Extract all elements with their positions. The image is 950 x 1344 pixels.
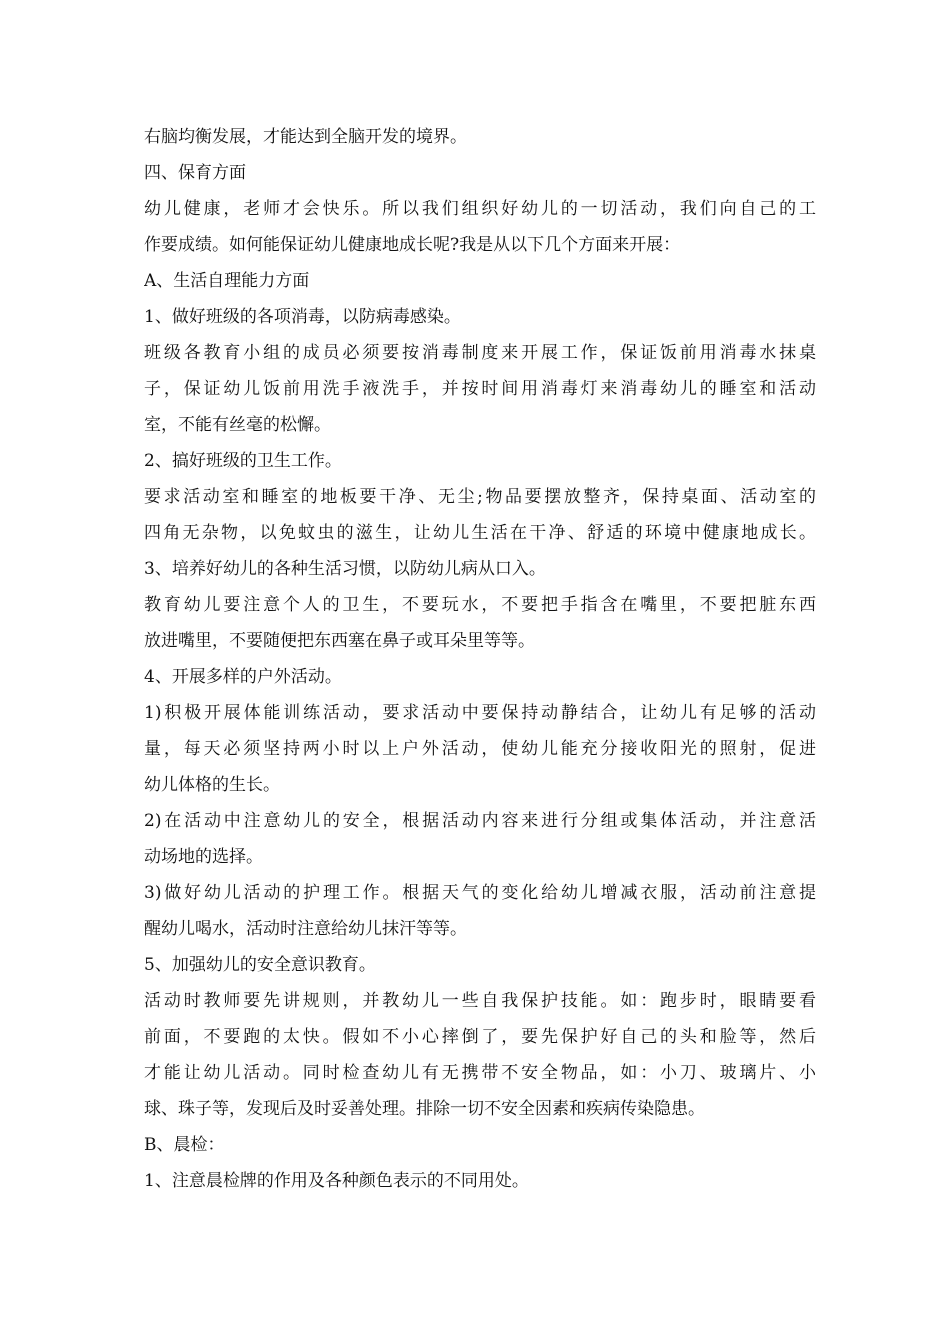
- text-line: 动场地的选择。: [144, 847, 263, 867]
- text-line: 幼儿健康，老师才会快乐。所以我们组织好幼儿的一切活动，我们向自己的工: [144, 199, 816, 219]
- text-line: A、生活自理能力方面: [144, 271, 310, 291]
- text-line: 1)积极开展体能训练活动，要求活动中要保持动静结合，让幼儿有足够的活动: [144, 703, 816, 723]
- text-line: 3、培养好幼儿的各种生活习惯，以防幼儿病从口入。: [144, 559, 546, 579]
- text-line: 四角无杂物，以免蚊虫的滋生，让幼儿生活在干净、舒适的环境中健康地成长。: [144, 523, 816, 543]
- text-line: 室，不能有丝毫的松懈。: [144, 415, 331, 435]
- text-line: 子，保证幼儿饭前用洗手液洗手，并按时间用消毒灯来消毒幼儿的睡室和活动: [144, 379, 816, 399]
- text-line: 教育幼儿要注意个人的卫生，不要玩水，不要把手指含在嘴里，不要把脏东西: [144, 595, 816, 615]
- text-line: 活动时教师要先讲规则，并教幼儿一些自我保护技能。如：跑步时，眼睛要看: [144, 991, 816, 1011]
- text-line: 量，每天必须坚持两小时以上户外活动，使幼儿能充分接收阳光的照射，促进: [144, 739, 816, 759]
- text-line: 要求活动室和睡室的地板要干净、无尘;物品要摆放整齐，保持桌面、活动室的: [144, 487, 816, 507]
- text-line: 放进嘴里，不要随便把东西塞在鼻子或耳朵里等等。: [144, 631, 535, 651]
- document-body: [144, 119, 816, 1199]
- text-line: 才能让幼儿活动。同时检查幼儿有无携带不安全物品，如：小刀、玻璃片、小: [144, 1063, 816, 1083]
- text-line: 右脑均衡发展，才能达到全脑开发的境界。: [144, 127, 467, 147]
- text-line: 2)在活动中注意幼儿的安全，根据活动内容来进行分组或集体活动，并注意活: [144, 811, 816, 831]
- text-line: B、晨检：: [144, 1135, 225, 1155]
- text-line: 1、做好班级的各项消毒，以防病毒感染。: [144, 307, 461, 327]
- text-line: 2、搞好班级的卫生工作。: [144, 451, 342, 471]
- text-line: 醒幼儿喝水，活动时注意给幼儿抹汗等等。: [144, 919, 467, 939]
- text-line: 球、珠子等，发现后及时妥善处理。排除一切不安全因素和疾病传染隐患。: [144, 1099, 705, 1119]
- text-line: 四、保育方面: [144, 163, 246, 183]
- text-line: 前面，不要跑的太快。假如不小心摔倒了，要先保护好自己的头和脸等，然后: [144, 1027, 816, 1047]
- text-line: 幼儿体格的生长。: [144, 775, 280, 795]
- text-line: 4、开展多样的户外活动。: [144, 667, 342, 687]
- text-line: 班级各教育小组的成员必须要按消毒制度来开展工作，保证饭前用消毒水抹桌: [144, 343, 816, 363]
- text-line: 5、加强幼儿的安全意识教育。: [144, 955, 376, 975]
- text-line: 3)做好幼儿活动的护理工作。根据天气的变化给幼儿增减衣服，活动前注意提: [144, 883, 816, 903]
- text-line: 作要成绩。如何能保证幼儿健康地成长呢?我是从以下几个方面来开展：: [144, 235, 681, 255]
- text-line: 1、注意晨检牌的作用及各种颜色表示的不同用处。: [144, 1171, 529, 1191]
